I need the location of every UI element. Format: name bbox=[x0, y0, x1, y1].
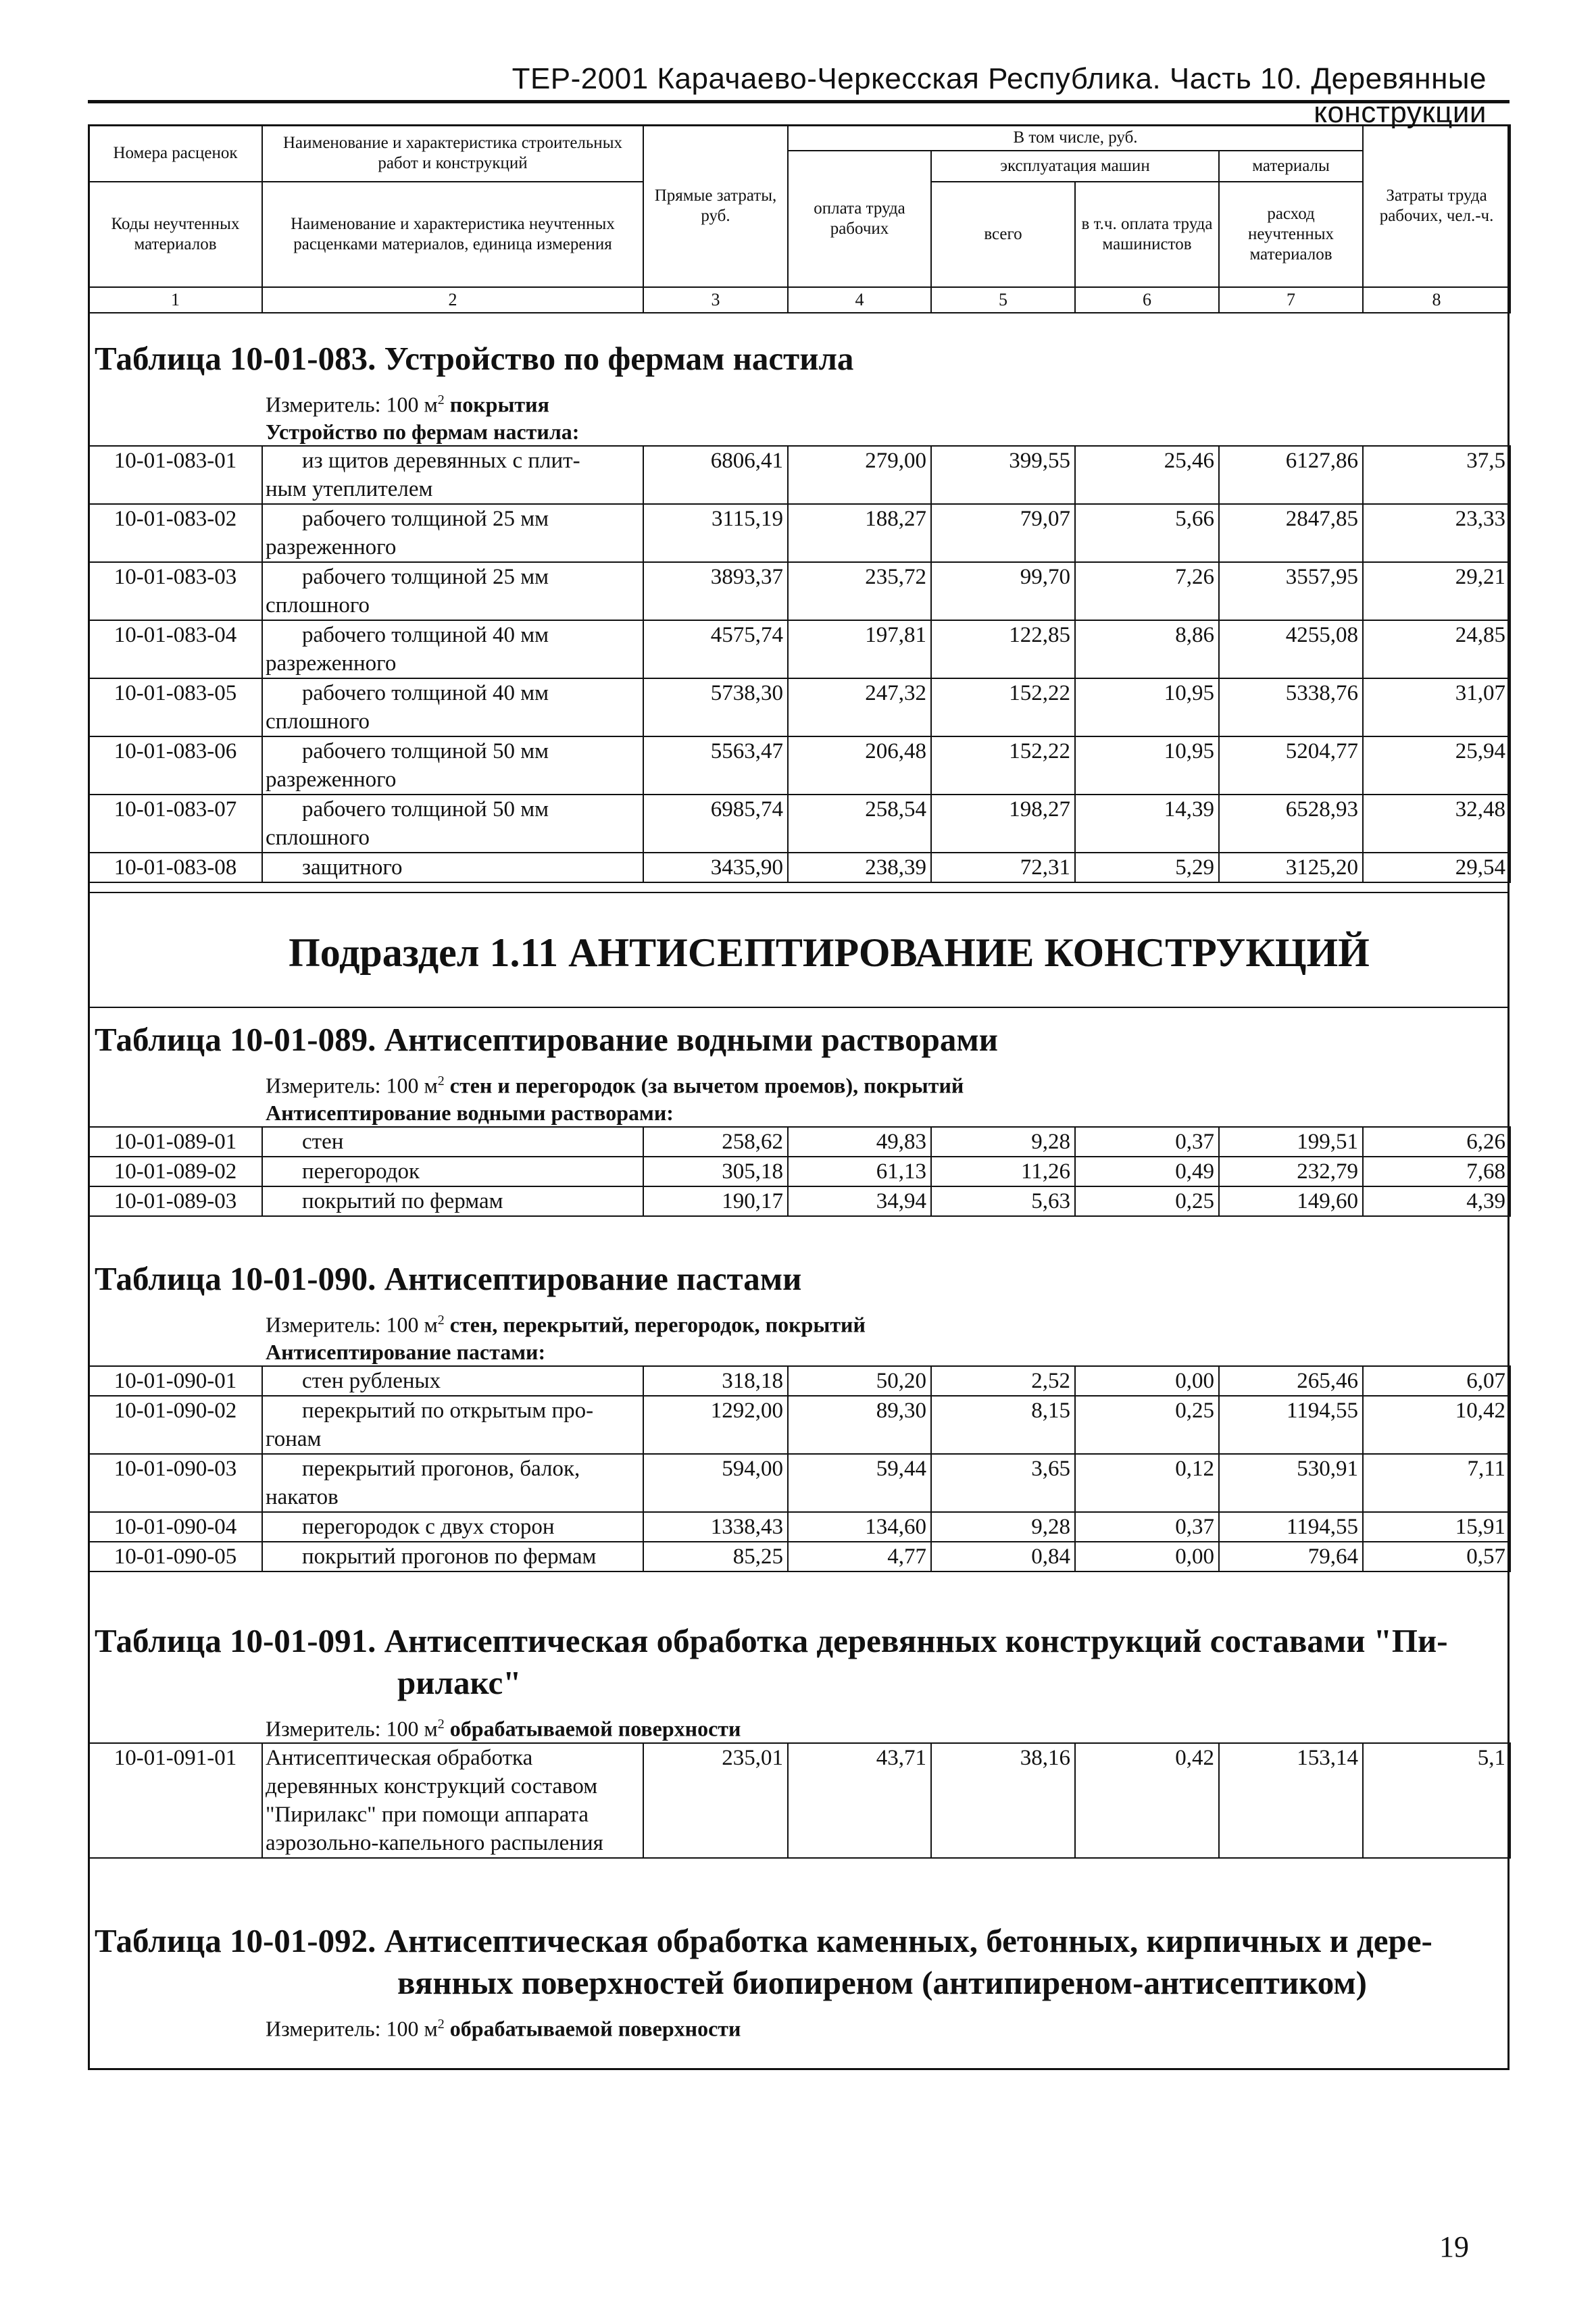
direct-costs: 235,01 bbox=[643, 1743, 788, 1858]
work-name bbox=[262, 1512, 643, 1542]
work-name-line: стен bbox=[302, 1129, 344, 1154]
subsection-title: Подраздел 1.11 АНТИСЕПТИРОВАНИЕ КОНСТРУКЦИЙ bbox=[289, 930, 1370, 975]
worker-pay: 238,39 bbox=[788, 853, 931, 882]
material-usage: 4255,08 bbox=[1219, 620, 1363, 678]
machines-total: 79,07 bbox=[931, 504, 1075, 562]
table-089-subheading: Антисептирование водными растворами: bbox=[266, 1100, 674, 1125]
rate-code: 10-01-083-05 bbox=[89, 678, 262, 736]
machinist-pay: 0,37 bbox=[1075, 1512, 1219, 1542]
col-header-material-names: Наименование и характеристика неучтенных расценками материалов, единица измерения bbox=[262, 182, 643, 287]
col-number: 3 bbox=[643, 287, 788, 313]
worker-pay: 247,32 bbox=[788, 678, 931, 736]
work-name-line: рабочего толщиной 25 мм bbox=[302, 506, 549, 531]
table-row bbox=[89, 1454, 1510, 1512]
work-name-continuation: накатов bbox=[266, 1484, 339, 1509]
labor-hours: 5,1 bbox=[1363, 1743, 1510, 1858]
labor-hours: 23,33 bbox=[1363, 504, 1510, 562]
work-name bbox=[262, 736, 643, 795]
labor-hours: 25,94 bbox=[1363, 736, 1510, 795]
rate-code: 10-01-090-03 bbox=[89, 1454, 262, 1512]
machines-total: 8,15 bbox=[931, 1396, 1075, 1454]
table-092-section bbox=[88, 1920, 1510, 2042]
machinist-pay: 0,37 bbox=[1075, 1127, 1219, 1157]
work-name-line: перекрытий прогонов, балок, bbox=[302, 1456, 580, 1481]
col-number: 1 bbox=[89, 287, 262, 313]
direct-costs: 1292,00 bbox=[643, 1396, 788, 1454]
work-name bbox=[262, 562, 643, 620]
worker-pay: 188,27 bbox=[788, 504, 931, 562]
table-row bbox=[89, 1157, 1510, 1186]
table-091-title: Таблица 10-01-091. Антисептическая обработка деревянных конструкций составами "Пи- рилакс" bbox=[95, 1622, 1448, 1701]
worker-pay: 235,72 bbox=[788, 562, 931, 620]
table-083-subheading: Устройство по фермам настила: bbox=[266, 419, 580, 444]
material-usage: 232,79 bbox=[1219, 1157, 1363, 1186]
direct-costs: 1338,43 bbox=[643, 1512, 788, 1542]
direct-costs: 3435,90 bbox=[643, 853, 788, 882]
work-name bbox=[262, 1157, 643, 1186]
material-usage: 3557,95 bbox=[1219, 562, 1363, 620]
header-rule bbox=[88, 100, 1510, 103]
table-083-section bbox=[88, 338, 1510, 883]
work-name-line: перегородок bbox=[302, 1159, 420, 1184]
worker-pay: 89,30 bbox=[788, 1396, 931, 1454]
col-header-machines-total: всего bbox=[931, 182, 1075, 287]
running-header: ТЕР-2001 Карачаево-Черкесская Республика. Часть 10. Деревянные конструкции bbox=[512, 62, 1487, 129]
table-091-measure: Измеритель: 100 $м^2$ обрабатываемой поверхности bbox=[266, 1716, 741, 1741]
table-row bbox=[89, 795, 1510, 853]
direct-costs: 3893,37 bbox=[643, 562, 788, 620]
machinist-pay: 0,25 bbox=[1075, 1396, 1219, 1454]
table-090-section bbox=[88, 1258, 1510, 1572]
rate-code: 10-01-090-05 bbox=[89, 1542, 262, 1571]
work-name-line: покрытий по фермам bbox=[302, 1188, 503, 1213]
table-row bbox=[89, 853, 1510, 882]
worker-pay: 49,83 bbox=[788, 1127, 931, 1157]
material-usage: 149,60 bbox=[1219, 1186, 1363, 1216]
machinist-pay: 14,39 bbox=[1075, 795, 1219, 853]
labor-hours: 10,42 bbox=[1363, 1396, 1510, 1454]
worker-pay: 59,44 bbox=[788, 1454, 931, 1512]
machinist-pay: 10,95 bbox=[1075, 678, 1219, 736]
table-092-measure: Измеритель: 100 $м^2$ обрабатываемой поверхности bbox=[266, 2016, 741, 2041]
work-name bbox=[262, 504, 643, 562]
direct-costs: 318,18 bbox=[643, 1366, 788, 1396]
direct-costs: 305,18 bbox=[643, 1157, 788, 1186]
table-row bbox=[89, 1512, 1510, 1542]
table-row bbox=[89, 504, 1510, 562]
machinist-pay: 0,00 bbox=[1075, 1366, 1219, 1396]
col-header-labor-hours: Затраты труда рабочих, чел.-ч. bbox=[1363, 125, 1510, 287]
machinist-pay: 0,12 bbox=[1075, 1454, 1219, 1512]
table-row bbox=[89, 736, 1510, 795]
work-name bbox=[262, 853, 643, 882]
work-name-line: рабочего толщиной 40 мм bbox=[302, 680, 549, 705]
table-091 bbox=[88, 1742, 1511, 1859]
labor-hours: 4,39 bbox=[1363, 1186, 1510, 1216]
table-083 bbox=[88, 445, 1511, 883]
machines-total: 9,28 bbox=[931, 1127, 1075, 1157]
material-usage: 530,91 bbox=[1219, 1454, 1363, 1512]
labor-hours: 37,5 bbox=[1363, 446, 1510, 504]
table-row bbox=[89, 620, 1510, 678]
worker-pay: 197,81 bbox=[788, 620, 931, 678]
work-name bbox=[262, 620, 643, 678]
machinist-pay: 0,25 bbox=[1075, 1186, 1219, 1216]
table-092-title: Таблица 10-01-092. Антисептическая обработка каменных, бетонных, кирпичных и дере- вянных поверхностей биопиреном (антипиреном-антисептиком) bbox=[95, 1922, 1432, 2001]
rate-code: 10-01-083-02 bbox=[89, 504, 262, 562]
machines-total: 198,27 bbox=[931, 795, 1075, 853]
work-name bbox=[262, 1186, 643, 1216]
labor-hours: 7,68 bbox=[1363, 1157, 1510, 1186]
table-row bbox=[89, 1542, 1510, 1571]
machines-total: 38,16 bbox=[931, 1743, 1075, 1858]
machines-total: 0,84 bbox=[931, 1542, 1075, 1571]
direct-costs: 3115,19 bbox=[643, 504, 788, 562]
work-name-line: покрытий прогонов по фермам bbox=[302, 1544, 597, 1569]
table-090-subheading: Антисептирование пастами: bbox=[266, 1339, 546, 1364]
work-name bbox=[262, 1396, 643, 1454]
work-name-continuation: разреженного bbox=[266, 767, 397, 792]
machinist-pay: 0,49 bbox=[1075, 1157, 1219, 1186]
machinist-pay: 10,95 bbox=[1075, 736, 1219, 795]
material-usage: 2847,85 bbox=[1219, 504, 1363, 562]
material-usage: 1194,55 bbox=[1219, 1396, 1363, 1454]
machinist-pay: 0,00 bbox=[1075, 1542, 1219, 1571]
direct-costs: 85,25 bbox=[643, 1542, 788, 1571]
col-header-machines: эксплуатация машин bbox=[931, 151, 1219, 182]
rate-code: 10-01-083-06 bbox=[89, 736, 262, 795]
table-row bbox=[89, 562, 1510, 620]
rate-code: 10-01-090-02 bbox=[89, 1396, 262, 1454]
col-number: 7 bbox=[1219, 287, 1363, 313]
work-name-line: рабочего толщиной 40 мм bbox=[302, 622, 549, 647]
material-usage: 3125,20 bbox=[1219, 853, 1363, 882]
worker-pay: 279,00 bbox=[788, 446, 931, 504]
labor-hours: 29,54 bbox=[1363, 853, 1510, 882]
machines-total: 152,22 bbox=[931, 736, 1075, 795]
table-090-measure: Измеритель: 100 $м^2$ стен, перекрытий, перегородок, покрытий bbox=[266, 1312, 866, 1337]
direct-costs: 190,17 bbox=[643, 1186, 788, 1216]
labor-hours: 6,07 bbox=[1363, 1366, 1510, 1396]
table-row bbox=[89, 1127, 1510, 1157]
table-row bbox=[89, 1366, 1510, 1396]
machinist-pay: 0,42 bbox=[1075, 1743, 1219, 1858]
machines-total: 99,70 bbox=[931, 562, 1075, 620]
table-089-measure: Измеритель: 100 $м^2$ стен и перегородок (за вычетом проемов), покрытий bbox=[266, 1073, 964, 1098]
material-usage: 6127,86 bbox=[1219, 446, 1363, 504]
material-usage: 79,64 bbox=[1219, 1542, 1363, 1571]
direct-costs: 594,00 bbox=[643, 1454, 788, 1512]
rate-code: 10-01-090-01 bbox=[89, 1366, 262, 1396]
rate-code: 10-01-090-04 bbox=[89, 1512, 262, 1542]
rate-code: 10-01-083-03 bbox=[89, 562, 262, 620]
table-row bbox=[89, 446, 1510, 504]
material-usage: 153,14 bbox=[1219, 1743, 1363, 1858]
table-089-section bbox=[88, 1019, 1510, 1217]
machines-total: 72,31 bbox=[931, 853, 1075, 882]
work-name bbox=[262, 1454, 643, 1512]
col-number: 8 bbox=[1363, 287, 1510, 313]
section-divider bbox=[88, 892, 1510, 893]
col-header-rate-number: Номера расценок bbox=[89, 125, 262, 182]
work-name-line: рабочего толщиной 50 мм bbox=[302, 738, 549, 763]
work-name-continuation: сплошного bbox=[266, 825, 370, 850]
worker-pay: 34,94 bbox=[788, 1186, 931, 1216]
worker-pay: 43,71 bbox=[788, 1743, 931, 1858]
table-091-section bbox=[88, 1620, 1510, 1859]
work-name-line: перекрытий по открытым про- bbox=[302, 1398, 594, 1423]
worker-pay: 206,48 bbox=[788, 736, 931, 795]
machines-total: 399,55 bbox=[931, 446, 1075, 504]
machinist-pay: 5,66 bbox=[1075, 504, 1219, 562]
rate-code: 10-01-083-04 bbox=[89, 620, 262, 678]
col-header-material-usage: расход неучтенных материалов bbox=[1219, 182, 1363, 287]
column-header-table bbox=[88, 124, 1511, 313]
table-083-measure: Измеритель: 100 $м^2$ покрытия bbox=[266, 392, 549, 417]
col-header-work-name: Наименование и характеристика строительных работ и конструкций bbox=[262, 125, 643, 182]
labor-hours: 29,21 bbox=[1363, 562, 1510, 620]
work-name-continuation: разреженного bbox=[266, 651, 397, 676]
labor-hours: 32,48 bbox=[1363, 795, 1510, 853]
table-083-title: Таблица 10-01-083. Устройство по фермам настила bbox=[95, 340, 854, 377]
work-name-continuation: сплошного bbox=[266, 593, 370, 618]
rate-code: 10-01-083-08 bbox=[89, 853, 262, 882]
work-name bbox=[262, 678, 643, 736]
rate-code: 10-01-083-07 bbox=[89, 795, 262, 853]
work-name-line: рабочего толщиной 50 мм bbox=[302, 797, 549, 822]
col-number: 2 bbox=[262, 287, 643, 313]
labor-hours: 31,07 bbox=[1363, 678, 1510, 736]
machinist-pay: 5,29 bbox=[1075, 853, 1219, 882]
direct-costs: 5738,30 bbox=[643, 678, 788, 736]
col-header-materials: материалы bbox=[1219, 151, 1363, 182]
machines-total: 152,22 bbox=[931, 678, 1075, 736]
machines-total: 3,65 bbox=[931, 1454, 1075, 1512]
rate-code: 10-01-091-01 bbox=[89, 1743, 262, 1858]
work-name bbox=[262, 1542, 643, 1571]
worker-pay: 61,13 bbox=[788, 1157, 931, 1186]
direct-costs: 5563,47 bbox=[643, 736, 788, 795]
table-row bbox=[89, 1396, 1510, 1454]
worker-pay: 258,54 bbox=[788, 795, 931, 853]
page-number: 19 bbox=[1439, 2230, 1469, 2263]
table-090 bbox=[88, 1365, 1511, 1572]
work-name: Антисептическая обработка деревянных конструкций составом "Пирилакс" при помощи аппарата аэрозольно-капельного распыления bbox=[262, 1743, 643, 1858]
col-number: 6 bbox=[1075, 287, 1219, 313]
material-usage: 199,51 bbox=[1219, 1127, 1363, 1157]
labor-hours: 24,85 bbox=[1363, 620, 1510, 678]
machinist-pay: 25,46 bbox=[1075, 446, 1219, 504]
work-name-continuation: ным утеплителем bbox=[266, 476, 433, 501]
table-089 bbox=[88, 1126, 1511, 1217]
work-name-line: перегородок с двух сторон bbox=[302, 1514, 555, 1539]
machines-total: 2,52 bbox=[931, 1366, 1075, 1396]
section-divider bbox=[88, 1007, 1510, 1008]
worker-pay: 50,20 bbox=[788, 1366, 931, 1396]
work-name-line: рабочего толщиной 25 мм bbox=[302, 564, 549, 589]
direct-costs: 6806,41 bbox=[643, 446, 788, 504]
rate-code: 10-01-089-02 bbox=[89, 1157, 262, 1186]
direct-costs: 4575,74 bbox=[643, 620, 788, 678]
table-089-title: Таблица 10-01-089. Антисептирование водными растворами bbox=[95, 1021, 998, 1058]
machinist-pay: 7,26 bbox=[1075, 562, 1219, 620]
col-number: 5 bbox=[931, 287, 1075, 313]
labor-hours: 6,26 bbox=[1363, 1127, 1510, 1157]
rate-code: 10-01-089-01 bbox=[89, 1127, 262, 1157]
machines-total: 5,63 bbox=[931, 1186, 1075, 1216]
work-name bbox=[262, 446, 643, 504]
worker-pay: 134,60 bbox=[788, 1512, 931, 1542]
table-row bbox=[89, 1743, 1510, 1858]
table-row bbox=[89, 1186, 1510, 1216]
rate-code: 10-01-089-03 bbox=[89, 1186, 262, 1216]
work-name bbox=[262, 1127, 643, 1157]
work-name-continuation: гонам bbox=[266, 1426, 322, 1451]
material-usage: 265,46 bbox=[1219, 1366, 1363, 1396]
work-name-line: из щитов деревянных с плит- bbox=[302, 448, 580, 473]
worker-pay: 4,77 bbox=[788, 1542, 931, 1571]
work-name-continuation: разреженного bbox=[266, 534, 397, 559]
work-name-continuation: сплошного bbox=[266, 709, 370, 734]
machinist-pay: 8,86 bbox=[1075, 620, 1219, 678]
col-header-including: В том числе, руб. bbox=[788, 125, 1363, 151]
work-name-line: стен рубленых bbox=[302, 1368, 441, 1393]
machines-total: 11,26 bbox=[931, 1157, 1075, 1186]
machines-total: 122,85 bbox=[931, 620, 1075, 678]
labor-hours: 0,57 bbox=[1363, 1542, 1510, 1571]
rate-code: 10-01-083-01 bbox=[89, 446, 262, 504]
col-number: 4 bbox=[788, 287, 931, 313]
work-name bbox=[262, 795, 643, 853]
table-row bbox=[89, 678, 1510, 736]
labor-hours: 7,11 bbox=[1363, 1454, 1510, 1512]
col-header-direct-costs: Прямые затраты, руб. bbox=[643, 125, 788, 287]
work-name bbox=[262, 1366, 643, 1396]
direct-costs: 258,62 bbox=[643, 1127, 788, 1157]
machines-total: 9,28 bbox=[931, 1512, 1075, 1542]
table-090-title: Таблица 10-01-090. Антисептирование пастами bbox=[95, 1260, 802, 1297]
material-usage: 5204,77 bbox=[1219, 736, 1363, 795]
col-header-worker-pay: оплата труда рабочих bbox=[788, 151, 931, 287]
material-usage: 6528,93 bbox=[1219, 795, 1363, 853]
work-name-line: защитного bbox=[302, 855, 403, 880]
direct-costs: 6985,74 bbox=[643, 795, 788, 853]
material-usage: 1194,55 bbox=[1219, 1512, 1363, 1542]
col-header-machinist-pay: в т.ч. оплата труда машинистов bbox=[1075, 182, 1219, 287]
labor-hours: 15,91 bbox=[1363, 1512, 1510, 1542]
col-header-material-codes: Коды неучтенных материалов bbox=[89, 182, 262, 287]
material-usage: 5338,76 bbox=[1219, 678, 1363, 736]
